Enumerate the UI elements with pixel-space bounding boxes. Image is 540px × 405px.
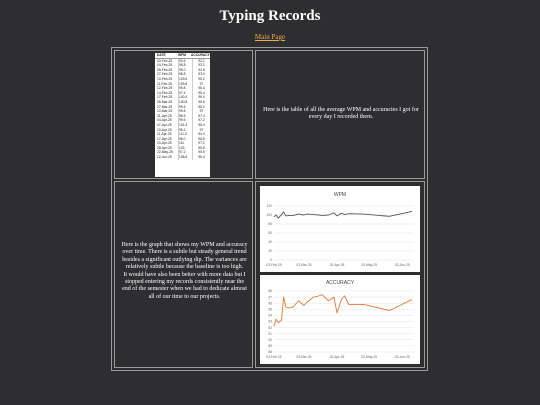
table-row xyxy=(155,155,210,160)
row-wpm: 97.2 xyxy=(178,150,192,155)
x-tick-label: 03-Mar-25 xyxy=(296,355,312,359)
row-wpm: 103 xyxy=(178,146,192,151)
y-tick-label: 92 xyxy=(268,325,272,330)
y-tick-label: 98 xyxy=(268,289,272,294)
charts-cell xyxy=(255,181,425,368)
x-tick-label: 03-Feb-25 xyxy=(266,263,282,267)
row-accuracy: 97.2 xyxy=(192,141,210,146)
y-tick-label: 93 xyxy=(268,319,272,324)
row-wpm: 98.8 xyxy=(178,63,192,68)
records-table xyxy=(155,53,210,177)
row-wpm: 93.6 xyxy=(178,59,192,64)
row-wpm: 111 xyxy=(178,141,192,146)
table-description-cell xyxy=(255,50,425,179)
y-tick-label: 91 xyxy=(268,331,272,336)
chart-title: ACCURACY xyxy=(325,280,355,286)
row-accuracy: 95.8 xyxy=(192,150,210,155)
row-date: 07-Feb-25 xyxy=(157,72,173,77)
graph-description-cell xyxy=(114,181,253,368)
chart-title: WPM xyxy=(333,192,347,198)
row-wpm: 98.8 xyxy=(178,72,192,77)
y-tick-label: 95 xyxy=(268,307,272,312)
y-tick-label: 120 xyxy=(266,204,272,209)
y-tick-label: 20 xyxy=(268,249,272,254)
row-date: 28-Apr-25 xyxy=(157,145,172,150)
page-title: Typing Records xyxy=(219,8,321,24)
row-accuracy: 95.2 xyxy=(192,105,210,110)
accuracy-chart xyxy=(260,275,420,364)
row-date: 20-Apr-25 xyxy=(157,141,172,146)
y-tick-label: 40 xyxy=(268,240,272,245)
row-accuracy: 92.2 xyxy=(192,59,210,64)
x-tick-label: 03-Jun-25 xyxy=(394,355,410,359)
row-accuracy: 96.4 xyxy=(192,123,210,128)
row-wpm: 96.2 xyxy=(178,128,192,133)
accuracy-chart-card xyxy=(260,275,420,364)
table-cell xyxy=(114,50,253,179)
y-tick-label: 94 xyxy=(268,313,272,318)
x-tick-label: 03-May-25 xyxy=(361,263,377,267)
row-accuracy: 96.4 xyxy=(192,95,210,100)
y-tick-label: 90 xyxy=(268,338,272,342)
header-wpm: WPM xyxy=(178,53,187,57)
row-accuracy: 97 xyxy=(192,82,210,87)
row-accuracy: 97 xyxy=(192,128,210,133)
row-accuracy: 95.2 xyxy=(192,77,210,82)
y-tick-label: 60 xyxy=(268,231,272,236)
row-date: 11-Feb-25 xyxy=(157,81,172,86)
row-date: 03-Feb-25 xyxy=(157,58,173,63)
row-wpm: 103.6 xyxy=(178,77,192,82)
y-tick-label: 80 xyxy=(268,222,272,227)
header-date: DATE xyxy=(157,53,166,57)
row-wpm: 111.3 xyxy=(178,132,192,137)
row-accuracy: 97 xyxy=(192,109,210,114)
table-body xyxy=(155,59,210,160)
graph-description xyxy=(121,242,248,301)
row-wpm: 96.0 xyxy=(178,137,192,142)
row-wpm: 99.6 xyxy=(178,105,192,110)
row-accuracy: 92.8 xyxy=(192,68,210,73)
row-date: 12-Feb-25 xyxy=(157,86,173,91)
row-date: 17-Feb-25 xyxy=(157,95,173,100)
x-tick-label: 03-Mar-25 xyxy=(296,263,312,267)
row-wpm: 99.8 xyxy=(178,109,192,114)
row-date: 10-Feb-25 xyxy=(157,76,173,81)
row-wpm: 100.4 xyxy=(178,95,192,100)
row-date: 10-Mar-25 xyxy=(157,109,173,114)
row-wpm: 101.4 xyxy=(178,123,192,128)
table-description: Here is the table of all the average WPM and accuracies I got for every day I recorded them. xyxy=(263,107,419,121)
row-accuracy: 97.4 xyxy=(192,114,210,119)
row-accuracy: 95.6 xyxy=(192,100,210,105)
y-tick-label: 96 xyxy=(268,301,272,306)
row-date: 17-Apr-25 xyxy=(157,136,172,141)
row-wpm: 109.6 xyxy=(178,82,192,87)
x-tick-label: 03-Apr-25 xyxy=(329,355,345,359)
row-date: 14-Feb-25 xyxy=(157,90,173,95)
y-tick-label: 100 xyxy=(266,213,272,218)
y-tick-label: 97 xyxy=(268,295,272,300)
y-tick-label: 0 xyxy=(270,258,272,263)
graph-description-2: It would have also been better with more data but I stopped entering my records consistently near the end of the semester when we had to dedicate almost all of our time to our projects. xyxy=(122,271,247,300)
row-accuracy: 96.6 xyxy=(192,137,210,142)
wpm-chart xyxy=(260,186,420,272)
wpm-chart-card xyxy=(260,186,420,272)
row-wpm: 99.6 xyxy=(178,118,192,123)
row-accuracy: 95.4 xyxy=(192,91,210,96)
row-wpm: 100.8 xyxy=(178,100,192,105)
row-accuracy: 93.2 xyxy=(192,63,210,68)
x-tick-label: 03-May-25 xyxy=(361,355,377,359)
row-date: 05-Feb-25 xyxy=(157,67,173,72)
row-date: 11-Apr-25 xyxy=(157,132,172,137)
row-date: 10-Apr-25 xyxy=(157,127,172,132)
row-wpm: 108.6 xyxy=(178,155,192,160)
row-accuracy: 96.4 xyxy=(192,155,210,160)
graph-description-1: Here is the graph that shows my WPM and accuracy over time. There is a subtle but steady general trend besides a significant outlying dip. The variances are relatively subtle because the baseline is too high. xyxy=(121,242,248,271)
y-tick-label: 88 xyxy=(268,350,272,355)
header-accuracy: ACCURACY xyxy=(191,53,210,57)
row-accuracy: 93.4 xyxy=(192,72,210,77)
row-wpm: 99.0 xyxy=(178,68,192,73)
row-date: 07-Apr-25 xyxy=(157,122,172,127)
row-date: 27-Mar-25 xyxy=(157,104,173,109)
records-grid xyxy=(111,47,428,371)
row-date: 12-Jun-25 xyxy=(157,155,172,160)
row-wpm: 95.8 xyxy=(178,86,192,91)
row-date: 31-Apr-25 xyxy=(157,113,172,118)
x-tick-label: 03-Feb-25 xyxy=(266,355,282,359)
x-tick-label: 03-Apr-25 xyxy=(329,263,345,267)
row-accuracy: 95.8 xyxy=(192,146,210,151)
row-wpm: 96.5 xyxy=(178,114,192,119)
main-page-link[interactable]: Main Page xyxy=(254,33,286,41)
row-wpm: 97.4 xyxy=(178,91,192,96)
row-accuracy: 94.4 xyxy=(192,132,210,137)
row-date: 04-Apr-25 xyxy=(157,118,172,123)
y-tick-label: 89 xyxy=(268,344,272,349)
row-date: 26-Mar-25 xyxy=(157,99,173,104)
row-date: 04-Feb-25 xyxy=(157,63,173,68)
row-accuracy: 97.2 xyxy=(192,118,210,123)
x-tick-label: 03-Jun-25 xyxy=(394,263,410,267)
row-date: 22-May-25 xyxy=(157,150,173,155)
row-accuracy: 95.4 xyxy=(192,86,210,91)
